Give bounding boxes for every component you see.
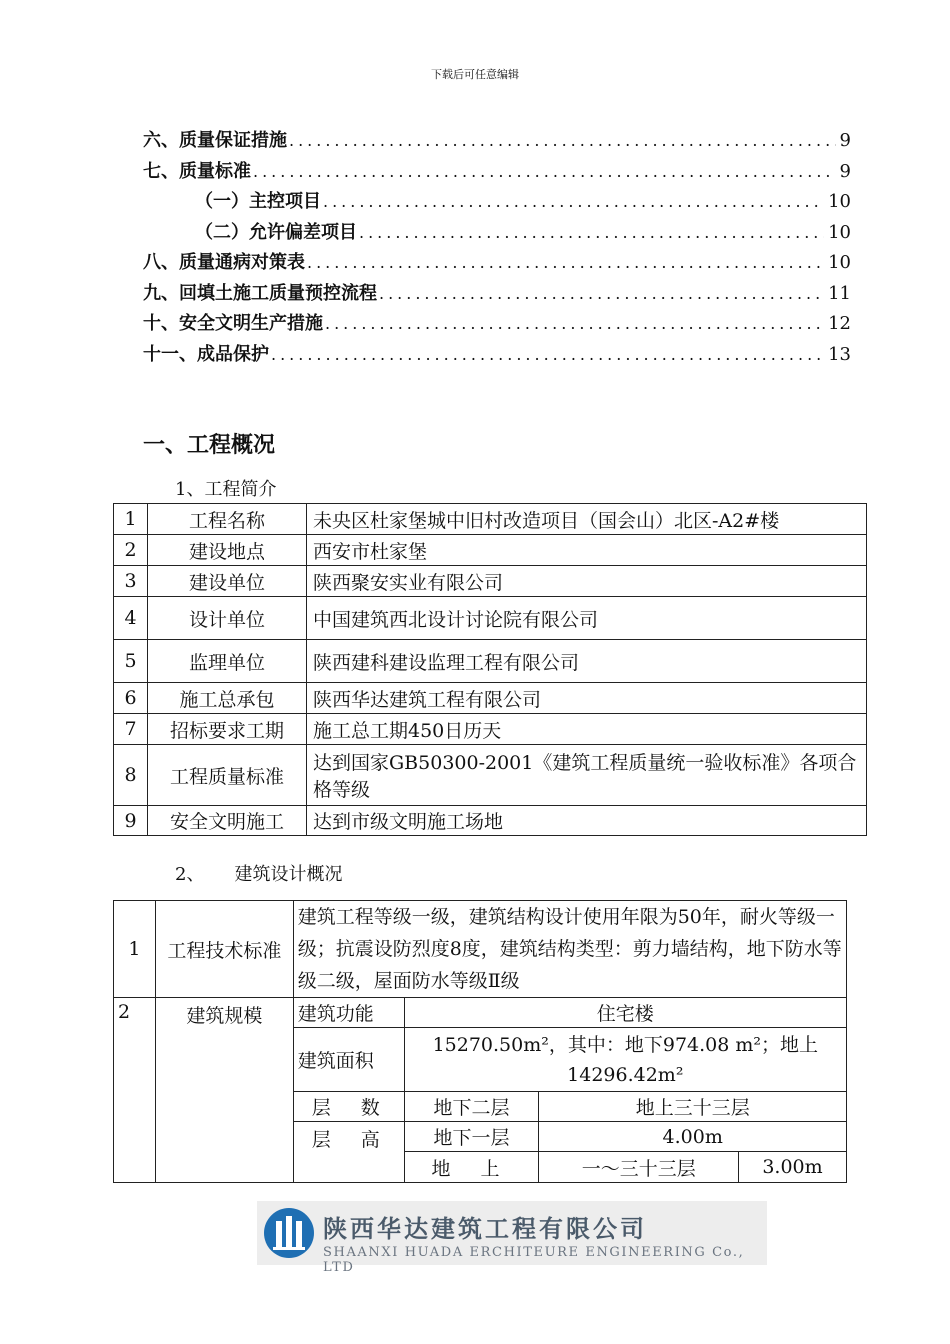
toc-leader	[271, 345, 824, 364]
row-item: 招标要求工期	[148, 714, 307, 745]
toc-entry[interactable]	[143, 187, 851, 218]
toc-leader	[307, 253, 824, 272]
row-item: 工程质量标准	[148, 745, 307, 806]
table-row	[114, 745, 867, 806]
toc-label: 七、质量标准	[143, 160, 251, 182]
toc-label: 十一、成品保护	[143, 343, 269, 365]
row-number: 1	[114, 504, 148, 535]
toc-entry[interactable]	[143, 279, 851, 310]
toc-page: 11	[828, 282, 851, 304]
row-value: 西安市杜家堡	[307, 535, 867, 566]
height-above-label: 地 上	[404, 1152, 539, 1183]
row-number: 3	[114, 566, 148, 597]
row-value: 中国建筑西北设计讨论院有限公司	[307, 597, 867, 640]
function-label: 建筑功能	[293, 998, 404, 1028]
subsection-title	[175, 860, 342, 886]
table-row	[114, 683, 867, 714]
toc-label: 九、回填土施工质量预控流程	[143, 282, 377, 304]
toc-entry[interactable]	[143, 157, 851, 188]
table-row	[114, 998, 847, 1028]
row-number: 2	[114, 998, 156, 1183]
header-note: 下载后可任意编辑	[431, 68, 519, 81]
floors-below: 地下二层	[404, 1092, 539, 1122]
toc-entry[interactable]	[143, 218, 851, 249]
table-row	[114, 640, 867, 683]
toc-entry[interactable]	[143, 340, 851, 371]
row-number: 9	[114, 806, 148, 836]
table-row	[114, 504, 867, 535]
toc-label: 八、质量通病对策表	[143, 252, 305, 273]
row-number: 2	[114, 535, 148, 566]
toc-leader	[289, 131, 836, 150]
row-number: 8	[114, 745, 148, 806]
toc-leader	[379, 284, 824, 303]
toc-label: 六、质量保证措施	[143, 130, 287, 151]
row-item: 监理单位	[148, 640, 307, 683]
table-row	[114, 806, 867, 836]
row-value: 施工总工期450日历天	[307, 714, 867, 745]
toc-page: 9	[839, 130, 851, 151]
row-value: 达到国家GB50300-2001《建筑工程质量统一验收标准》各项合格等级	[307, 745, 867, 806]
row-number: 4	[114, 597, 148, 640]
subsection-number: 2、	[175, 864, 205, 885]
toc-entry[interactable]	[143, 309, 851, 340]
row-item: 工程名称	[148, 504, 307, 535]
height-above-range: 一～三十三层	[539, 1152, 739, 1183]
toc-page: 13	[828, 343, 851, 365]
toc-label: 十、安全文明生产措施	[143, 313, 323, 334]
company-name-en: SHAANXI HUADA ERCHITEURE ENGINEERING Co., LTD	[323, 1245, 745, 1275]
subsection-title: 1、工程简介	[175, 479, 277, 500]
toc-label: （一）主控项目	[195, 191, 321, 212]
row-value: 达到市级文明施工场地	[307, 806, 867, 836]
height-below-value: 4.00m	[539, 1122, 847, 1152]
row-number: 1	[114, 901, 156, 998]
floors-above: 地上三十三层	[539, 1092, 847, 1122]
toc-page: 12	[828, 313, 851, 334]
row-number: 7	[114, 714, 148, 745]
floors-label: 层 数	[293, 1092, 404, 1122]
toc-leader	[325, 314, 824, 333]
toc-entry[interactable]	[143, 248, 851, 279]
section-title: 一、工程概况	[143, 433, 276, 458]
company-banner	[257, 1201, 767, 1275]
toc-leader	[253, 162, 836, 181]
table-row	[114, 566, 867, 597]
function-value: 住宅楼	[404, 998, 846, 1028]
subsection-text: 建筑设计概况	[234, 864, 343, 885]
row-value: 陕西华达建筑工程有限公司	[307, 683, 867, 714]
toc-page: 10	[828, 221, 851, 243]
height-label: 层 高	[293, 1122, 404, 1183]
toc-leader	[323, 192, 824, 211]
toc-entry[interactable]	[143, 126, 851, 157]
row-item: 工程技术标准	[155, 901, 293, 998]
height-below-label: 地下一层	[404, 1122, 539, 1152]
toc-page: 10	[828, 191, 851, 212]
area-label: 建筑面积	[293, 1028, 404, 1092]
table-row	[114, 535, 867, 566]
company-logo-icon	[263, 1207, 315, 1259]
architecture-design-table	[113, 900, 847, 1183]
row-item: 设计单位	[148, 597, 307, 640]
row-item: 建筑规模	[155, 998, 293, 1183]
toc-page: 9	[839, 160, 851, 182]
project-overview-table	[113, 503, 867, 836]
table-row	[114, 714, 867, 745]
row-number: 5	[114, 640, 148, 683]
company-name-cn: 陕西华达建筑工程有限公司	[323, 1215, 647, 1243]
row-item: 建设单位	[148, 566, 307, 597]
row-item: 建设地点	[148, 535, 307, 566]
toc-page: 10	[828, 252, 851, 273]
height-above-value: 3.00m	[739, 1152, 847, 1183]
row-number: 6	[114, 683, 148, 714]
toc-label: （二）允许偏差项目	[195, 221, 357, 243]
table-row	[114, 901, 847, 998]
row-value: 陕西建科建设监理工程有限公司	[307, 640, 867, 683]
row-item: 安全文明施工	[148, 806, 307, 836]
table-of-contents	[143, 126, 851, 370]
table-row	[114, 597, 867, 640]
row-item: 施工总承包	[148, 683, 307, 714]
toc-leader	[359, 223, 824, 242]
area-value: 15270.50m²，其中：地下974.08 m²；地上14296.42m²	[404, 1028, 846, 1092]
row-value: 建筑工程等级一级，建筑结构设计使用年限为50年，耐火等级一级；抗震设防烈度8度，建筑结构类型：剪力墙结构，地下防水等级二级，屋面防水等级Ⅱ级	[293, 901, 846, 998]
row-value: 未央区杜家堡城中旧村改造项目（国会山）北区-A2#楼	[307, 504, 867, 535]
row-value: 陕西聚安实业有限公司	[307, 566, 867, 597]
